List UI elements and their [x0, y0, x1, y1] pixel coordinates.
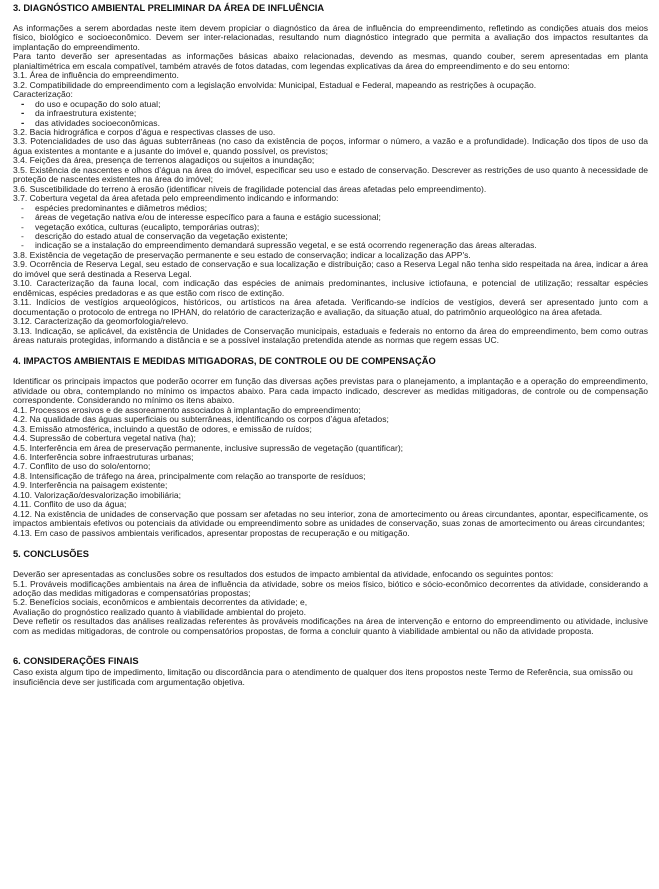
item-4-10: 4.10. Valorização/desvalorização imobiliária; — [13, 489, 182, 500]
item-5-1: 5.1. Prováveis modificações ambientais na área de influência da atividade, sobre os meios físico, biótico e sócio-econômico decorrentes da atividade, considerando a adoção das medidas mitigadoras e compensatórias propostas; — [13, 578, 648, 599]
item-4-4: 4.4. Supressão de cobertura vegetal nativa (ha); — [13, 433, 196, 444]
section-3-intro-2: Para tanto deverão ser apresentadas as informações básicas abaixo relacionadas, devendo as mesmas, quando couber, serem apresentadas em planta planialtimétrica em escala compatível, também através de fotos datadas, com legendas explicativas da área do empreendimento e do seu entorno: — [13, 51, 648, 71]
item-3-11: 3.11. Indícios de vestígios arqueológicos, históricos, ou artísticos na área afetada. Verificando-se indícios de vestígios, deverá ser apresentado junto com a documentação o protocolo de entrega no IPHAN, do relatório de caracterização e avaliação, da situação atual, do patrimônio arqueológico na área afetada. — [13, 297, 648, 317]
section-5-p1: Deverão ser apresentadas as conclusões sobre os resultados dos estudos de impacto ambiental da atividade, enfocando os seguintes pontos: — [13, 569, 554, 580]
item-4-3: 4.3. Emissão atmosférica, incluindo a questão de odores, e emissão de ruídos; — [13, 423, 312, 434]
section-5-p5: Deve refletir os resultados das análises realizadas referentes às prováveis modificações na área de intervenção e entorno do empreendimento ou atividade, inclusive com as medidas mitigadoras, de controle ou compensatórios propostas, de forma a concluir quanto à viabilidade ambiental ou não da atividade proposta. — [13, 616, 648, 636]
section-4-intro: Identificar os principais impactos que poderão ocorrer em função das diversas ações previstas para o planejamento, a implantação e a operação do empreendimento, atividade ou obra, contemplando no mínimo os impactos abaixo. Para cada impacto indicado, descrever as medidas mitigadoras, de controle ou de compensação correspondente. Considerando no mínimo os itens abaixo. — [13, 376, 648, 406]
section-5-heading: 5. CONCLUSÕES — [13, 549, 89, 560]
item-4-7: 4.7. Conflito de uso do solo/entorno; — [13, 461, 151, 472]
item-4-13: 4.13. Em caso de passivos ambientais verificados, apresentar propostas de recuperação e ou mitigação. — [13, 527, 410, 538]
item-3-7: 3.7. Cobertura vegetal da área afetada pelo empreendimento indicando e informando: — [13, 193, 339, 204]
caracterizacao-label: Caracterização: — [13, 89, 73, 100]
item-3-2b: 3.2. Bacia hidrográfica e corpos d’água e respectivas classes de uso. — [13, 126, 276, 137]
item-4-12: 4.12. Na existência de unidades de conservação que possam ser afetadas no seu interior, zona de amortecimento ou áreas circundantes, apontar, especificamente, os impactos ambientais efetivos ou potenciais da atividade ou empreendimento sobre as unidades de conservação, suas zonas de amortecimento ou áreas circundantes; — [13, 508, 648, 529]
list-item: - descrição do estado atual de conservação da vegetação existente; — [13, 232, 648, 241]
item-3-13: 3.13. Indicação, se aplicável, da existência de Unidades de Conservação municipais, estaduais e federais no entorno da área do empreendimento, bem como outras áreas naturais protegidas, informando a distância e se a possível instalação pretendida atende as normas que regem essas UC. — [13, 325, 648, 345]
item-4-2: 4.2. Na qualidade das águas superficiais ou subterrâneas, identificando os corpos d’água afetados; — [13, 414, 389, 425]
item-4-8: 4.8. Intensificação de tráfego na área, principalmente com relação ao transporte de resíduos; — [13, 470, 366, 481]
item-3-9: 3.9. Ocorrência de Reserva Legal, seu estado de conservação e sua localização e distribuição; caso a Reserva Legal não tenha sido respeitada na área, indicar a área do imóvel que será destinada a Reserva Legal. — [13, 259, 648, 279]
list-item: - da infraestrutura existente; — [13, 109, 648, 118]
list-item: - do uso e ocupação do solo atual; — [13, 100, 648, 109]
section-6-p1: Caso exista algum tipo de impedimento, limitação ou discordância para o atendimento de qualquer dos itens propostos neste Termo de Referência, sua omissão ou insuficiência deve ser justificada com argumentação objetiva. — [13, 667, 633, 687]
list-item: - espécies predominantes e diâmetros médios; — [13, 204, 648, 213]
item-3-4: 3.4. Feições da área, presença de terrenos alagadiços ou sujeitos a inundação; — [13, 155, 315, 166]
item-3-12: 3.12. Caracterização da geomorfologia/relevo. — [13, 316, 189, 327]
section-3-intro-1: As informações a serem abordadas neste item devem propiciar o diagnóstico da área de influência do empreendimento, refletindo as condições atuais dos meios físico, biológico e socioeconômico. Devem ser inter-relacionadas, resultando num diagnóstico integrado que permita a avaliação dos impactos resultantes da implantação do empreendimento. — [13, 23, 648, 52]
list-item: - indicação se a instalação do empreendimento demandará supressão vegetal, e se está ocorrendo regeneração das áreas alteradas. — [13, 241, 648, 250]
item-3-1: 3.1. Área de influência do empreendimento. — [13, 70, 179, 81]
section-4-heading: 4. IMPACTOS AMBIENTAIS E MEDIDAS MITIGADORAS, DE CONTROLE OU DE COMPENSAÇÃO — [13, 356, 436, 367]
item-3-8: 3.8. Existência de vegetação de preservação permanente e seu estado de conservação; indicar a localização das APP's. — [13, 249, 471, 260]
vegetation-list — [13, 204, 648, 251]
item-4-11: 4.11. Conflito de uso da água; — [13, 499, 127, 510]
caracterizacao-list — [13, 100, 648, 128]
item-4-6: 4.6. Interferência sobre infraestruturas urbanas; — [13, 452, 194, 463]
list-item: - vegetação exótica, culturas (eucalipto, temporárias outras); — [13, 223, 648, 232]
section-3-heading: 3. DIAGNÓSTICO AMBIENTAL PRELIMINAR DA ÁREA DE INFLUÊNCIA — [13, 3, 325, 13]
list-item: - das atividades socioeconômicas. — [13, 119, 648, 128]
item-3-6: 3.6. Suscetibilidade do terreno à erosão (identificar níveis de fragilidade potencial das áreas afetadas pelo empreendimento). — [13, 183, 487, 194]
item-4-1: 4.1. Processos erosivos e de assoreamento associados à implantação do empreendimento; — [13, 404, 361, 415]
item-3-3: 3.3. Potencialidades de uso das águas subterrâneas (no caso da existência de poços, informar o número, a vazão e a profundidade). Indicação dos tipos de uso da água existentes a montante e a jusante do imóvel e, quando possível, os previstos; — [13, 136, 648, 156]
item-5-2: 5.2. Benefícios sociais, econômicos e ambientais decorrentes da atividade; e, — [13, 597, 308, 608]
item-4-5: 4.5. Interferência em área de preservação permanente, inclusive supressão de vegetação (quantificar); — [13, 442, 404, 453]
section-6-heading: 6. CONSIDERAÇÕES FINAIS — [13, 656, 139, 667]
spacer — [13, 636, 648, 645]
item-4-9: 4.9. Interferência na paisagem existente; — [13, 480, 168, 491]
section-5-p4: Avaliação do prognóstico realizado quanto à viabilidade ambiental do projeto. — [13, 606, 307, 617]
item-3-2: 3.2. Compatibilidade do empreendimento com a legislação envolvida: Municipal, Estadual e Federal, mapeando as restrições à ocupação. — [13, 79, 537, 90]
list-item: - áreas de vegetação nativa e/ou de interesse específico para a fauna e estágio sucessional; — [13, 213, 648, 222]
item-3-10: 3.10. Caracterização da fauna local, com indicação das espécies de animais predominantes, inclusive ictiofauna, e potencial de utilização; ressaltar espécies endêmicas, espécies predadoras e as que estão com risco de extinção. — [13, 278, 648, 298]
item-3-5: 3.5. Existência de nascentes e olhos d’água na área do imóvel, especificar seu uso e estado de conservação. Descrever as restrições de uso quanto à necessidade de proteção de nascentes existentes na área do imóvel; — [13, 164, 648, 185]
